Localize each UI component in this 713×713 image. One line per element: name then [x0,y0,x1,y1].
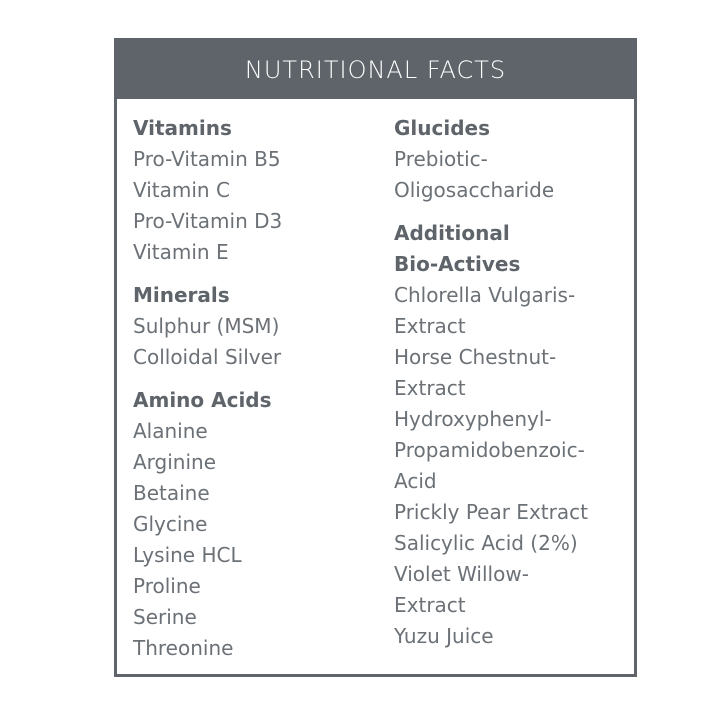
panel-title: NUTRITIONAL FACTS [244,56,507,84]
group-vitamins [133,113,282,268]
list-item: Prickly Pear Extract [394,500,588,524]
group-amino-acids [133,385,282,664]
group-title-glucides: Glucides [394,116,491,140]
list-item: Hydroxyphenyl- [394,407,552,431]
list-item: Extract [394,376,466,400]
list-item: Sulphur (MSM) [133,314,280,338]
list-item: Acid [394,469,437,493]
list-item: Extract [394,314,466,338]
group-glucides [394,113,588,206]
list-item: Arginine [133,450,217,474]
list-item: Salicylic Acid (2%) [394,531,578,555]
list-item: Glycine [133,512,208,536]
list-item: Horse Chestnut- [394,345,557,369]
list-item: Pro-Vitamin B5 [133,147,281,171]
list-item: Yuzu Juice [394,624,494,648]
list-item: Alanine [133,419,208,443]
group-title-bio-actives: Bio-Actives [394,252,521,276]
group-title-minerals: Minerals [133,283,230,307]
list-item: Serine [133,605,197,629]
list-item: Betaine [133,481,210,505]
list-item: Vitamin C [133,178,230,202]
group-title-vitamins: Vitamins [133,116,232,140]
list-item: Threonine [133,636,234,660]
list-item: Pro-Vitamin D3 [133,209,283,233]
list-item: Vitamin E [133,240,229,264]
list-item: Prebiotic- [394,147,488,171]
list-item: Lysine HCL [133,543,242,567]
right-column [394,113,588,664]
list-item: Violet Willow- [394,562,529,586]
facts-columns [117,99,634,674]
list-item: Colloidal Silver [133,345,282,369]
list-item: Oligosaccharide [394,178,555,202]
group-title-amino-acids: Amino Acids [133,388,272,412]
list-item: Extract [394,593,466,617]
left-column [133,113,282,676]
list-item: Proline [133,574,201,598]
group-minerals [133,280,282,373]
list-item: Propamidobenzoic- [394,438,585,462]
list-item: Chlorella Vulgaris- [394,283,576,307]
group-title-additional: Additional [394,221,510,245]
group-additional-bio-actives [394,218,588,652]
panel-header [117,41,634,99]
nutritional-facts-panel [114,38,637,677]
